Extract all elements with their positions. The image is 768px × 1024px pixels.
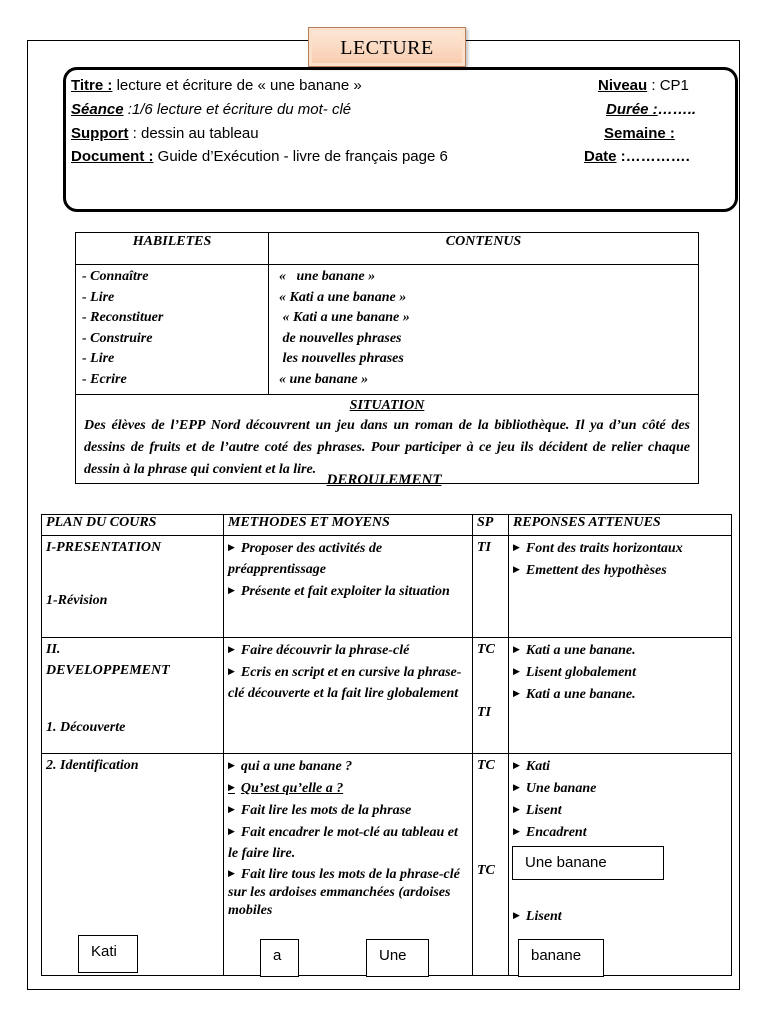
response-item: ▶ Emettent des hypothèses — [513, 559, 727, 581]
contenus-list — [269, 265, 699, 395]
date-value: :…………. — [616, 148, 690, 165]
contenu-item: les nouvelles phrases — [279, 351, 404, 366]
lesson-info-box — [63, 67, 738, 212]
habilete-item: - Connaître — [82, 269, 149, 284]
situation-text: Des élèves de l’EPP Nord découvrent un jeu dans un roman de la bibliothèque. Il ya d’un côté des dessins de fruits et de l’autre coté des phrases. Pour participer à ce jeu ils décident de relier chaque dessin à la phrase qui convient et la lire. — [84, 418, 690, 477]
contenu-item: « une banane » — [279, 269, 376, 284]
sp-cell — [473, 638, 509, 754]
method-item: ▶ Fait lire tous les mots de la phrase-clé sur les ardoises emmanchées (ardoises mobiles — [228, 864, 468, 920]
methods-clip — [228, 755, 468, 929]
spacer — [46, 681, 219, 717]
duree-label: Durée : — [606, 101, 658, 118]
info-row-seance — [71, 101, 727, 123]
duree-value: …….. — [657, 101, 697, 118]
habilete-item: - Lire — [82, 351, 115, 366]
plan-row-developpement — [42, 638, 732, 754]
info-row-support — [71, 125, 727, 147]
plan-table — [41, 514, 732, 976]
method-item: ▶ Faire découvrir la phrase-clé — [228, 639, 468, 661]
date-label: Date — [584, 148, 617, 165]
habiletes-table — [75, 232, 699, 484]
spacer — [46, 574, 219, 590]
plan-cell — [42, 536, 224, 638]
responses-cell — [509, 638, 732, 754]
method-item: ▶ qui a une banane ? — [228, 755, 468, 777]
col-header-methodes: METHODES ET MOYENS — [224, 515, 473, 536]
response-item: ▶ Lisent — [513, 799, 727, 821]
titre-value: lecture et écriture de « une banane » — [112, 77, 362, 94]
support-value: : dessin au tableau — [128, 125, 259, 142]
sp-cell — [473, 536, 509, 638]
spacer — [477, 776, 504, 860]
word-box-une: Une — [366, 939, 429, 977]
deroulement-heading: DEROULEMENT — [326, 472, 442, 488]
info-row-titre — [71, 77, 727, 99]
sp-value: TC — [477, 863, 495, 878]
word-box-banane: banane — [518, 939, 604, 977]
niveau-label: Niveau — [598, 77, 648, 94]
response-item: ▶ Kati — [513, 755, 727, 777]
method-item: ▶ Fait encadrer le mot-clé au tableau et le faire lire. — [228, 821, 468, 864]
habiletes-list — [76, 265, 269, 395]
document-label: Document : — [71, 148, 154, 165]
situation-title: SITUATION — [349, 398, 425, 413]
col-header-sp: SP — [473, 515, 509, 536]
methods-cell — [224, 638, 473, 754]
semaine-label: Semaine : — [604, 125, 675, 142]
method-item: ▶ Présente et fait exploiter la situation — [228, 580, 468, 602]
method-item: ▶ Qu’est qu’elle a ? — [228, 777, 468, 799]
method-item: ▶ Fait lire les mots de la phrase — [228, 799, 468, 821]
contenu-item: « Kati a une banane » — [279, 310, 410, 325]
situation-cell — [76, 395, 699, 484]
response-item: ▶ Lisent — [513, 905, 727, 927]
sp-value: TC — [477, 758, 495, 773]
plan-cell — [42, 638, 224, 754]
spacer — [477, 660, 504, 702]
document-value: Guide d’Exécution - livre de français page 6 — [153, 148, 448, 165]
method-item: ▶ Proposer des activités de préapprentissage — [228, 537, 468, 580]
spacer — [46, 558, 219, 574]
sp-value: TI — [477, 705, 491, 720]
contenu-item: de nouvelles phrases — [279, 330, 402, 346]
response-item: ▶ Encadrent — [513, 821, 727, 843]
method-item: ▶ Ecris en script et en cursive la phrase-clé découverte et la fait lire globalement — [228, 661, 468, 704]
titre-label: Titre : — [71, 77, 113, 94]
plan-text: 1. Découverte — [46, 720, 126, 735]
sp-cell — [473, 754, 509, 976]
niveau-value: : CP1 — [647, 77, 689, 94]
habilete-item: - Construire — [82, 330, 153, 346]
plan-row-presentation — [42, 536, 732, 638]
habiletes-header: HABILETES — [76, 233, 269, 265]
plan-text: DEVELOPPEMENT — [46, 663, 170, 678]
word-box-une-banane: Une banane — [512, 846, 664, 880]
methods-cell — [224, 536, 473, 638]
sp-value: TC — [477, 642, 495, 657]
plan-text: II. — [46, 642, 61, 657]
response-item: ▶ Lisent globalement — [513, 661, 727, 683]
col-header-plan: PLAN DU COURS — [42, 515, 224, 536]
habilete-item: - Lire — [82, 289, 115, 305]
support-label: Support — [71, 125, 129, 142]
response-item: ▶ Une banane — [513, 777, 727, 799]
seance-value: :1/6 lecture et écriture du mot- clé — [123, 101, 352, 118]
col-header-reponses: REPONSES ATTENUES — [509, 515, 732, 536]
response-item: ▶ Kati a une banane. — [513, 639, 727, 661]
responses-cell — [509, 536, 732, 638]
word-box-kati: Kati — [78, 935, 138, 973]
lecture-title: LECTURE — [308, 27, 466, 67]
habilete-item: - Reconstituer — [82, 310, 164, 325]
plan-text: 1-Révision — [46, 593, 108, 608]
contenu-item: « une banane » — [279, 371, 369, 387]
seance-label: Séance — [71, 101, 124, 118]
sp-value: TI — [477, 540, 491, 555]
word-box-a: a — [260, 939, 299, 977]
info-row-document — [71, 148, 727, 170]
contenu-item: « Kati a une banane » — [279, 289, 407, 305]
plan-text: 2. Identification — [46, 758, 139, 773]
response-item: ▶ Kati a une banane. — [513, 683, 727, 705]
response-item: ▶ Font des traits horizontaux — [513, 537, 727, 559]
habilete-item: - Ecrire — [82, 371, 127, 387]
contenus-header: CONTENUS — [269, 233, 699, 265]
plan-text: I-PRESENTATION — [46, 540, 162, 555]
